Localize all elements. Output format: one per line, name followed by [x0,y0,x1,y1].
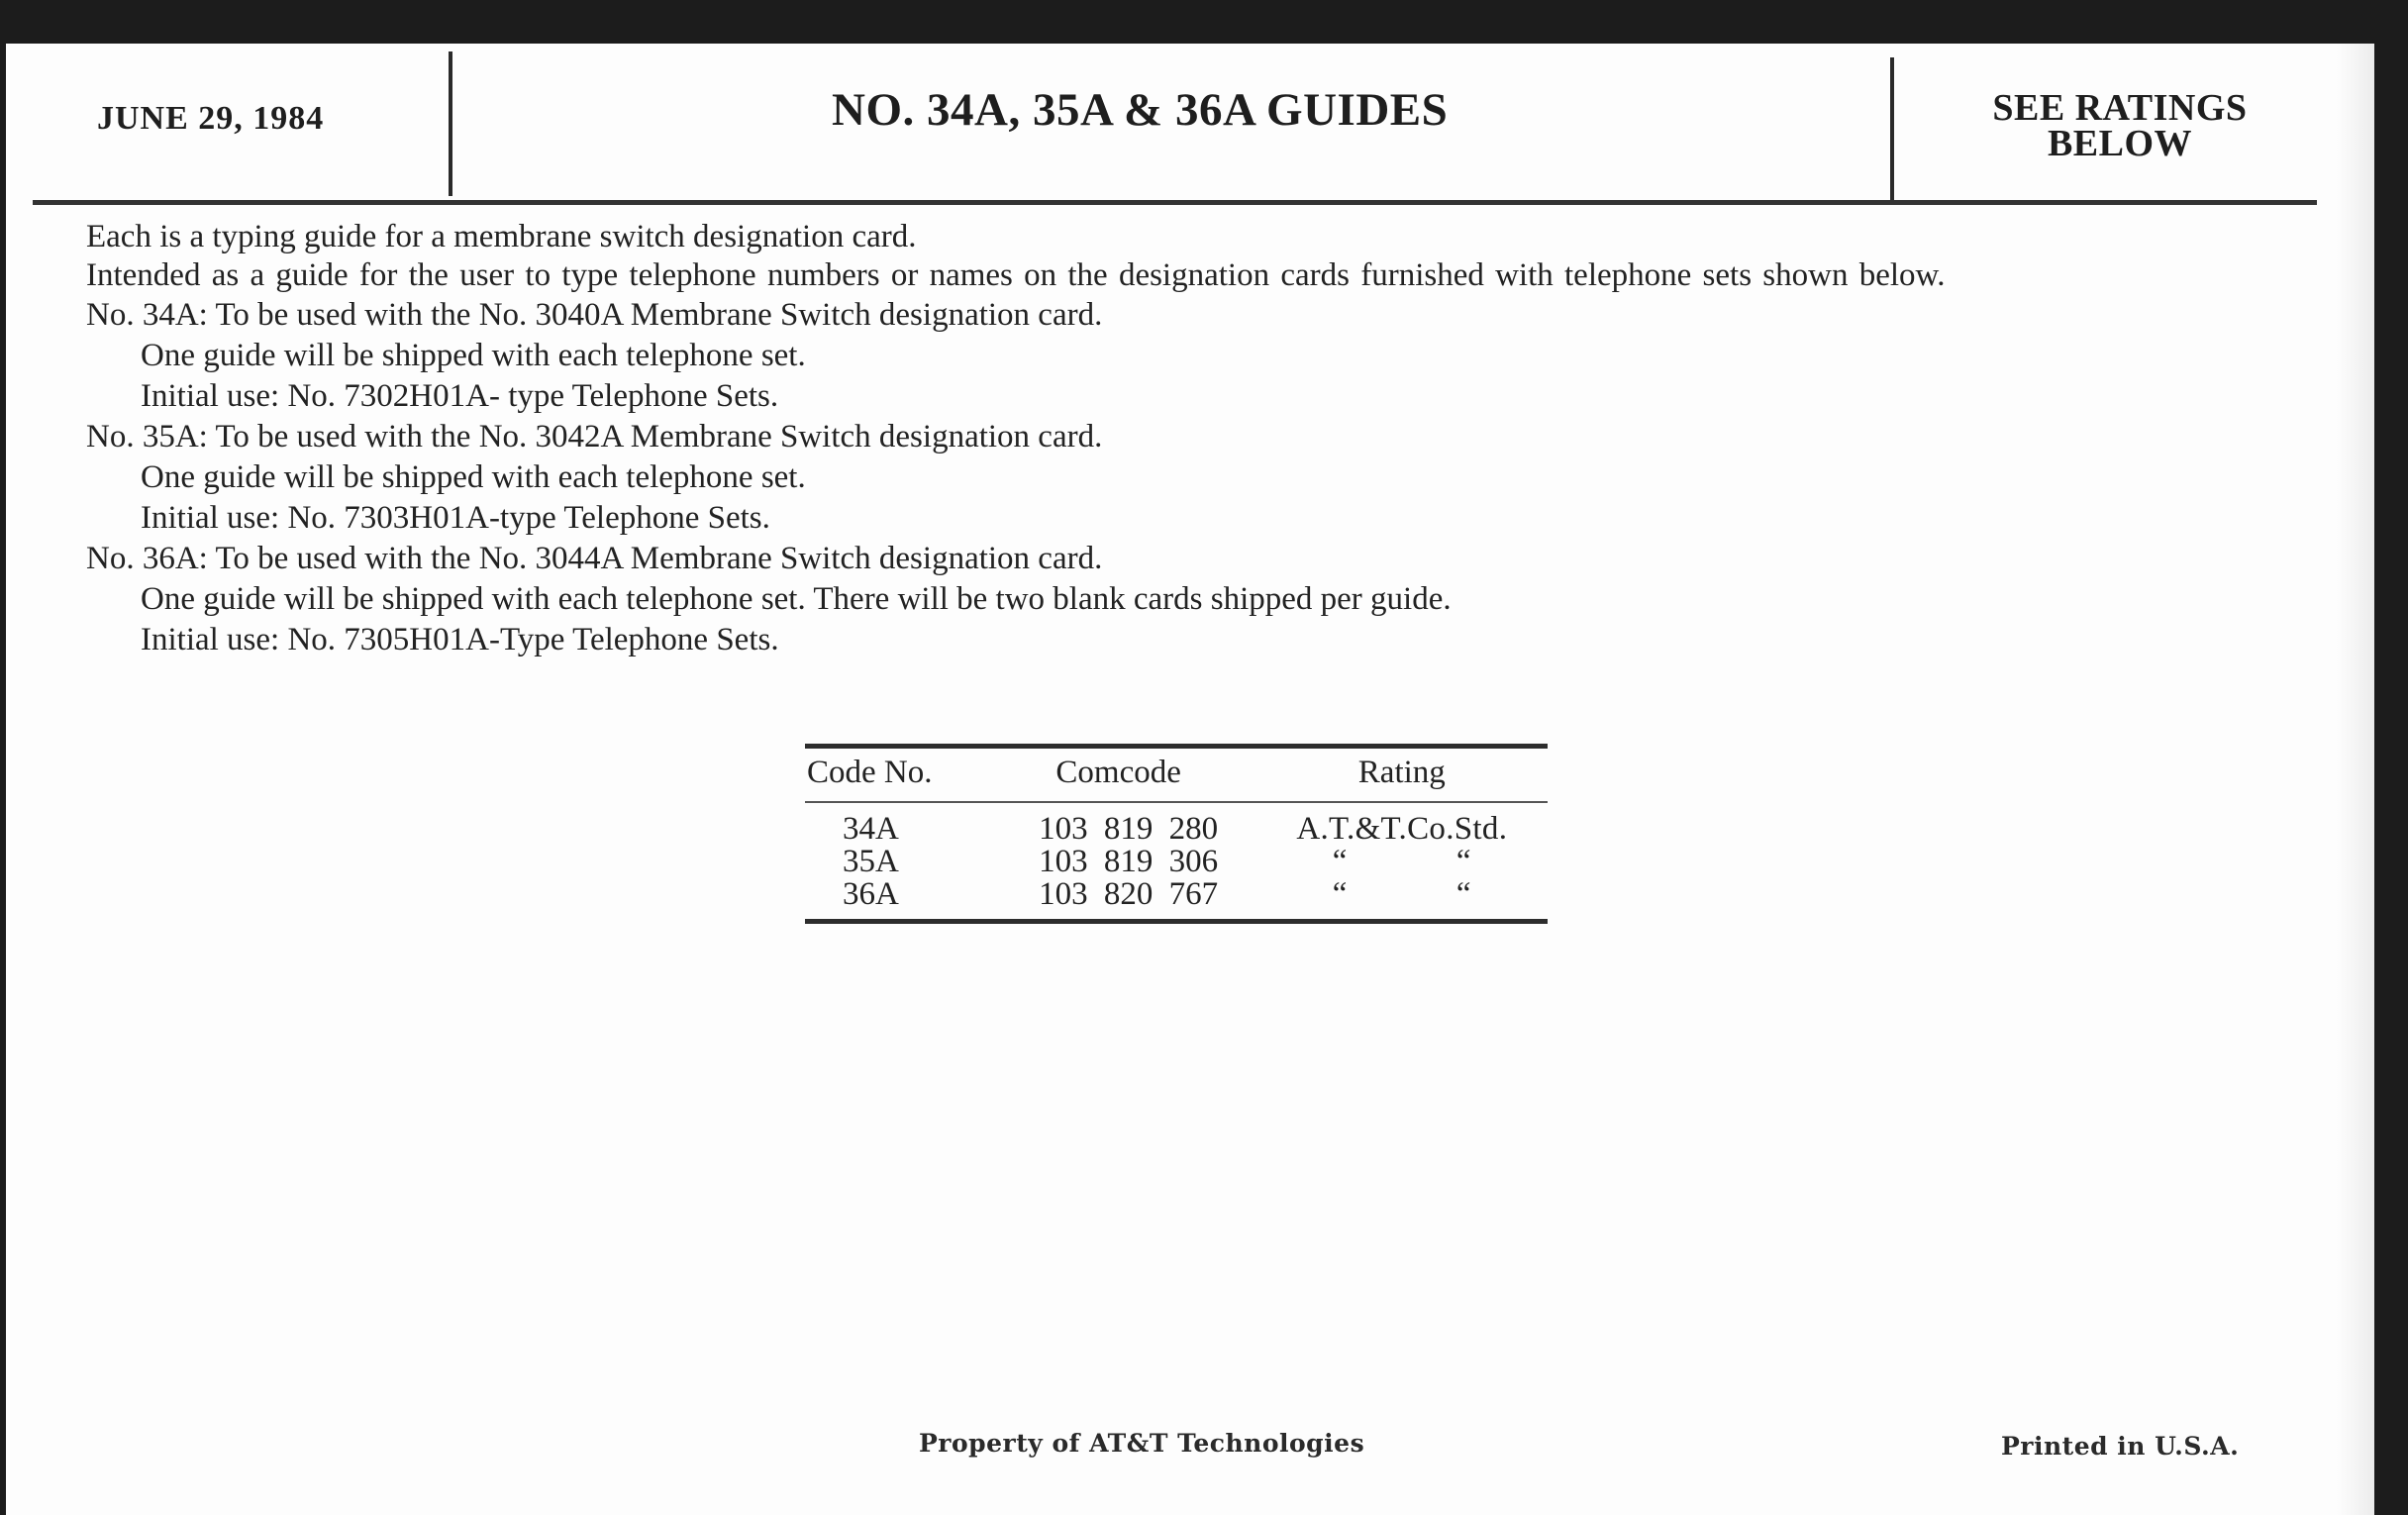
column-header-code: Code No. [807,755,933,790]
cell-comcode: 103 820 767 [1039,876,1219,912]
column-header-comcode: Comcode [1055,755,1181,790]
guide-section-36a [86,542,2279,656]
cell-rating-ditto [1256,878,1548,919]
header-divider-left [449,51,452,196]
guide-initial-use: Initial use: No. 7302H01A- type Telephone Sets. [141,378,779,414]
document-date: JUNE 29, 1984 [97,100,325,137]
code-table-grid [805,749,1548,919]
guide-initial-use: Initial use: No. 7303H01A-type Telephone Sets. [141,500,770,536]
guide-section-35a [86,420,2279,535]
guide-shipping-note: One guide will be shipped with each telephone set. There will be two blank cards shipped per guide. [141,581,1452,617]
cell-comcode: 103 819 306 [1039,844,1219,879]
guide-heading: No. 35A: To be used with the No. 3042A Membrane Switch designation card. [86,419,1103,454]
cell-rating-ditto [1256,846,1548,878]
guide-heading: No. 34A: To be used with the No. 3040A Membrane Switch designation card. [86,297,1103,333]
ditto-mark: “ [1332,844,1348,879]
document-body [86,220,2279,663]
guide-shipping-note: One guide will be shipped with each telephone set. [141,338,806,373]
document-title: NO. 34A, 35A & 36A GUIDES [832,84,1449,136]
header-rating-note [1971,87,2268,164]
footer-property-notice: Property of AT&T Technologies [919,1429,1365,1458]
ditto-mark: “ [1455,844,1471,879]
guide-initial-use: Initial use: No. 7305H01A-Type Telephone Sets. [141,622,779,657]
table-row [805,803,1548,846]
document-page [6,44,2374,1515]
code-table [805,744,1548,924]
column-header-rating: Rating [1357,755,1446,790]
page-edge-shading [2337,44,2374,1515]
purpose-paragraph: Intended as a guide for the user to type telephone numbers or names on the designation cards furnished with telephone sets shown below. [86,257,1946,293]
guide-heading: No. 36A: To be used with the No. 3044A Membrane Switch designation card. [86,541,1103,576]
rating-note-line-1: SEE RATINGS [1992,87,2248,129]
table-header-row [805,749,1548,801]
header-divider-right [1890,57,1894,202]
ditto-mark: “ [1455,876,1471,912]
guide-shipping-note: One guide will be shipped with each telephone set. [141,459,806,495]
ditto-mark: “ [1332,876,1348,912]
cell-comcode: 103 819 280 [1039,811,1219,847]
cell-code: 35A [843,844,899,879]
guide-section-34a [86,298,2279,413]
table-row [805,878,1548,919]
cell-code: 36A [843,876,899,912]
intro-paragraph: Each is a typing guide for a membrane switch designation card. [86,219,917,254]
cell-rating: A.T.&T.Co.Std. [1296,811,1508,847]
header-rule [33,200,2317,205]
footer-printed-notice: Printed in U.S.A. [2001,1432,2240,1461]
table-row [805,846,1548,878]
cell-code: 34A [843,811,899,847]
rating-note-line-2: BELOW [2047,123,2193,164]
table-bottom-rule [805,919,1548,924]
